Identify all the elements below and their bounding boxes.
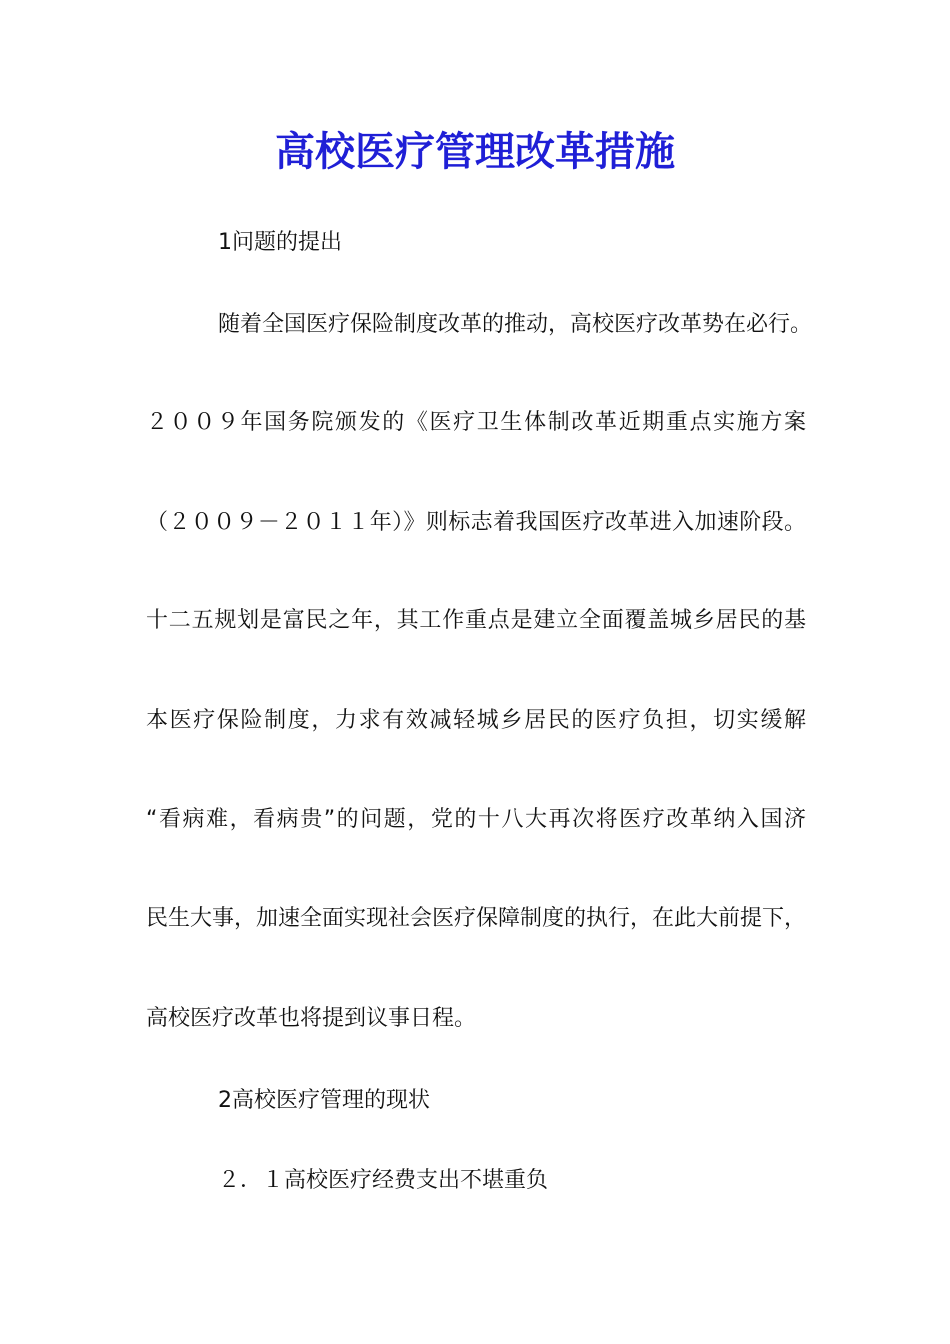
paragraph-line: “看病难，看病贵”的问题，党的十八大再次将医疗改革纳入国济 [146, 807, 806, 832]
subsection-heading-2-1: ２．１高校医疗经费支出不堪重负 [218, 1168, 549, 1193]
paragraph-line: 十二五规划是富民之年，其工作重点是建立全面覆盖城乡居民的基 [146, 608, 806, 633]
paragraph-line: 高校医疗改革也将提到议事日程。 [146, 1006, 477, 1031]
paragraph-line: （２００９－２０１１年）》则标志着我国医疗改革进入加速阶段。 [146, 510, 806, 535]
paragraph-line: 民生大事，加速全面实现社会医疗保障制度的执行，在此大前提下， [146, 906, 807, 931]
paragraph-line: 本医疗保险制度，力求有效减轻城乡居民的医疗负担，切实缓解 [146, 708, 806, 733]
paragraph-line: ２００９年国务院颁发的《医疗卫生体制改革近期重点实施方案 [146, 410, 806, 435]
section-heading-2: 2高校医疗管理的现状 [218, 1088, 430, 1113]
document-title: 高校医疗管理改革措施 [275, 128, 675, 175]
paragraph-line: 随着全国医疗保险制度改革的推动，高校医疗改革势在必行。 [218, 312, 813, 337]
section-heading-1: 1问题的提出 [218, 230, 342, 255]
